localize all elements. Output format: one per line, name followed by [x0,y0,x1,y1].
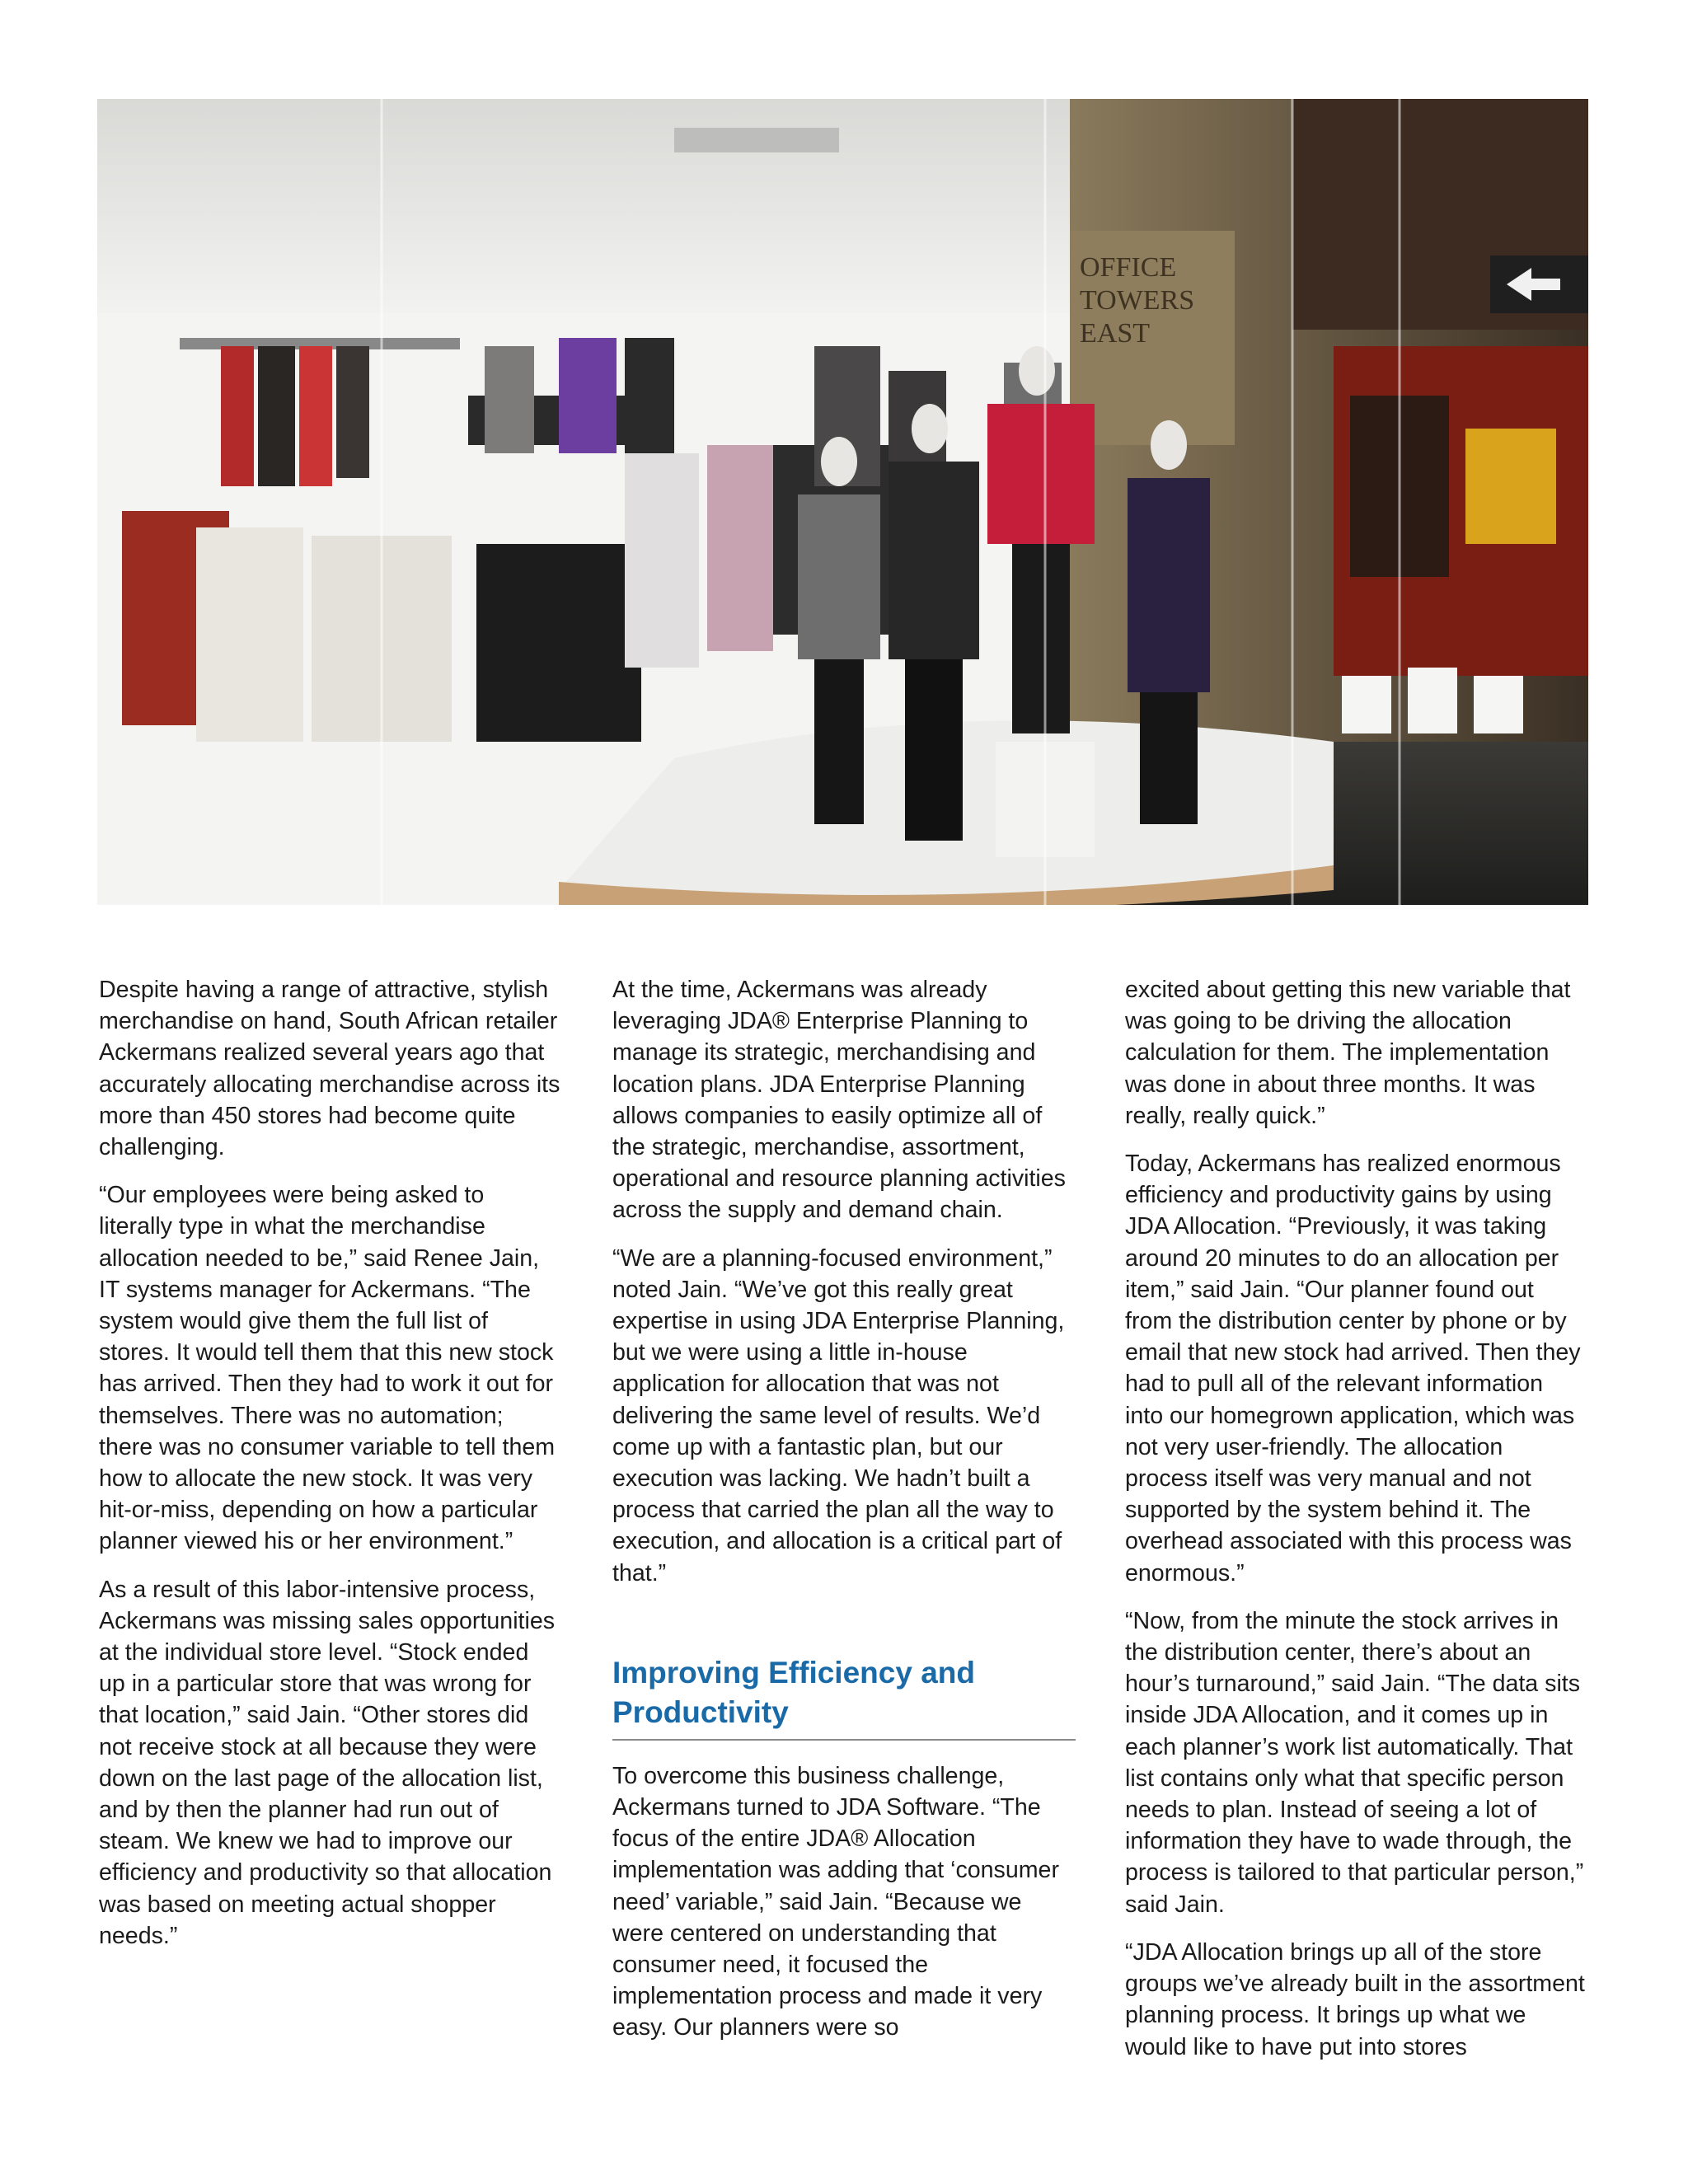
paragraph: “We are a planning-focused environment,” noted Jain. “We’ve got this really great expertise in using JDA Enterprise Planning, but we were using a little in-house application for allocation that was not delivering the same level of results. We’d come up with a fantastic plan, but our execution was lacking. We hadn’t built a process that carried the plan all the way to execution, and allocation is a critical part of that.” [612,1244,1065,1586]
paragraph: As a result of this labor-intensive process, Ackermans was missing sales opportunities at the individual store level. “Stock ended up in a particular store that was wrong for that location,” said Jain. “Other stores did not receive stock at all because they were down on the last page of the allocation list, and by then the planner had run out of steam. We knew we had to improve our efficiency and productivity so that allocation was based on meeting actual shopper needs.” [99,1576,556,1949]
sign-line-2: TOWERS [1080,285,1195,316]
paragraph: “JDA Allocation brings up all of the store groups we’ve already built in the assortment planning process. It brings up what we would like to have put into stores [1125,1938,1585,2060]
store-photo-illustration [97,99,1588,905]
paragraph: At the time, Ackermans was already leveraging JDA® Enterprise Planning to manage its strategic, merchandising and location plans. JDA Enterprise Planning allows companies to easily optimize all of the strategic, merchandise, assortment, operational and resource planning activities across the supply and demand chain. [612,977,1066,1224]
section-heading: Improving Efficiency and Productivity [612,1653,1076,1741]
paragraph: Despite having a range of attractive, stylish merchandise on hand, South African retailer Ackermans realized several years ago that accurately allocating merchandise across its more than 450 stores had become quite challenging. [99,977,560,1161]
store-photo [97,99,1588,905]
paragraph: To overcome this business challenge, Ackermans turned to JDA Software. “The focus of the entire JDA® Allocation implementation was adding that ‘consumer need’ variable,” said Jain. “Because we were centered on understanding that consumer need, it focused the implementation process and made it very easy. Our planners were so [612,1762,1059,2041]
article-column-2 [612,974,1074,2060]
paragraph: “Now, from the minute the stock arrives in the distribution center, there’s about an hour’s turnaround,” said Jain. “The data sits inside JDA Allocation, and it comes up in each planner’s work list automatically. That list contains only what that specific person needs to plan. Instead of seeing a lot of information they have to wade through, the process is tailored to that particular person,” said Jain. [1125,1607,1584,1918]
paragraph: excited about getting this new variable that was going to be driving the allocation calculation for them. The implementation was done in about three months. It was really, really quick.” [1125,977,1571,1129]
paragraph: “Our employees were being asked to literally type in what the merchandise allocation needed to be,” said Renee Jain, IT systems manager for Ackermans. “The system would give them the full list of stores. It would tell them that this new stock has arrived. Then they had to work it out for themselves. There was no automation; there was no consumer variable to tell them how to allocate the new stock. It was very hit-or-miss, depending on how a particular planner viewed his or her environment.” [99,1182,556,1555]
sign-line-3: EAST [1080,318,1150,349]
article-column-1 [99,974,560,1968]
article-column-3 [1125,974,1587,2079]
sign-line-1: OFFICE [1080,252,1177,283]
paragraph: Today, Ackermans has realized enormous efficiency and productivity gains by using JDA Allocation. “Previously, it was taking around 20 minutes to do an allocation per item,” said Jain. “Our planner found out from the distribution center by phone or by email that new stock had arrived. Then they had to pull all of the relevant information into our homegrown application, which was not very user-friendly. The allocation process itself was very manual and not supported by the system behind it. The overhead associated with this process was enormous.” [1125,1151,1581,1586]
